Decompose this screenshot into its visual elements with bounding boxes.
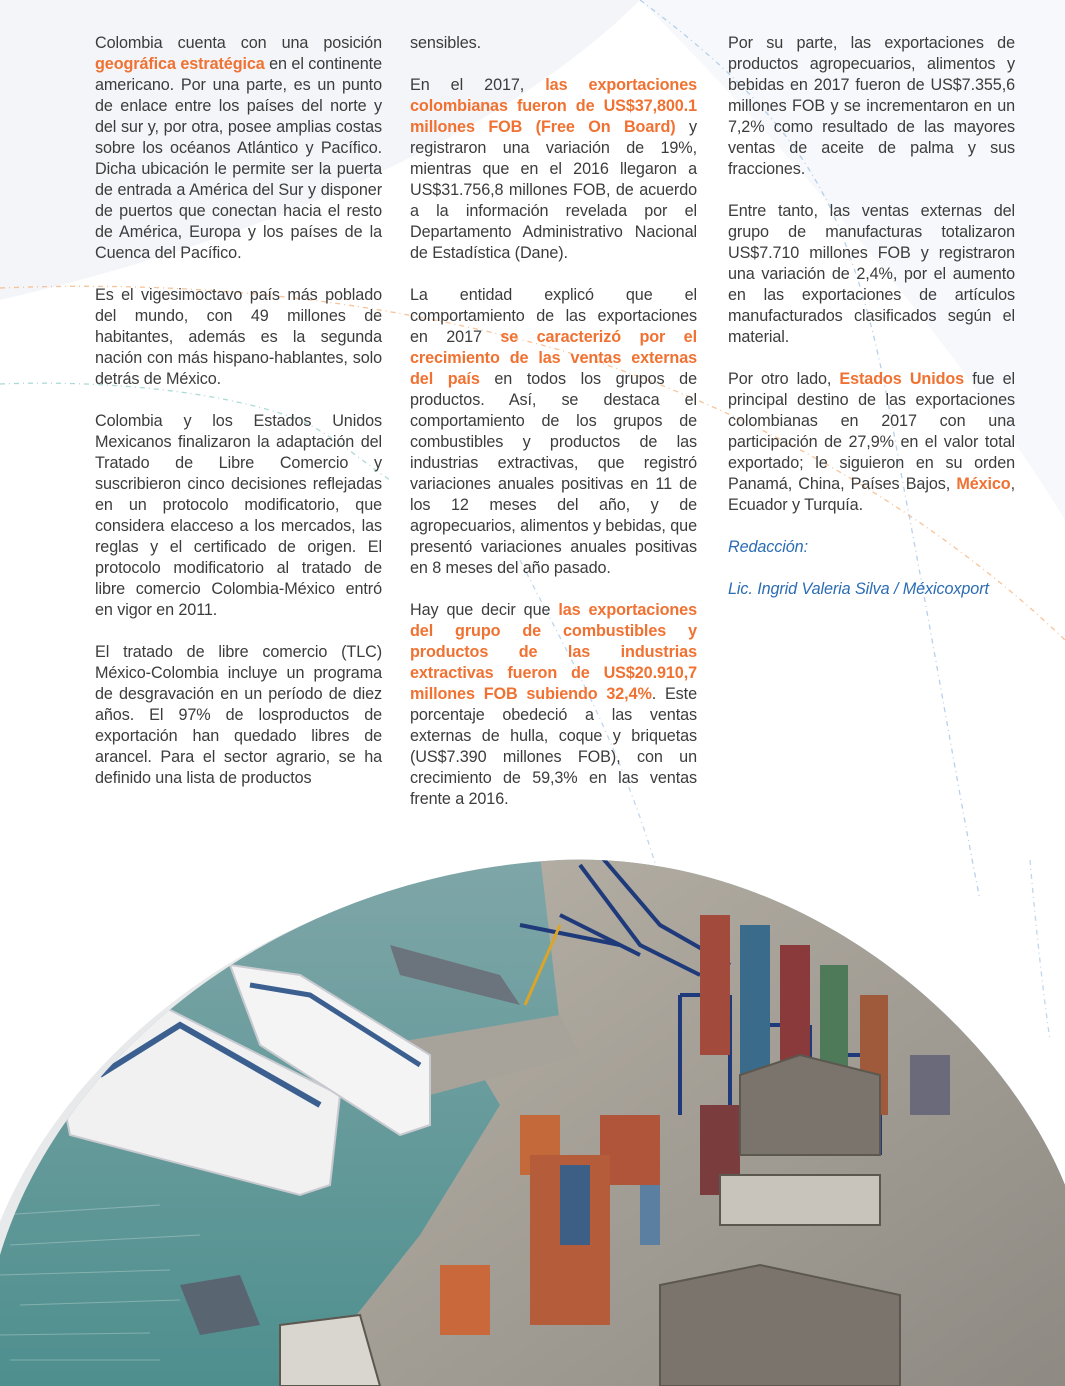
- paragraph: Colombia cuenta con una posición geográfica estratégica en el continente americano. Por una parte, es un punto de enlace entre los países del norte y del sur y, por otra, posee amplias costas sobre los océanos Atlántico y Pacífico. Dicha ubicación le permite ser la puerta de entrada a América del Sur y disponer de puertos que conectan hacia el resto de América, Europa y los países de la Cuenca del Pacífico.: [95, 34, 382, 262]
- highlight-text: las exportaciones colombianas fueron de US$37,800.1 millones FOB (Free On Board): [410, 76, 698, 136]
- text-column-1: [95, 33, 382, 810]
- paragraph: La entidad explicó que el comportamiento de las exportaciones en 2017 se caracterizó por el crecimiento de las ventas externas del país en todos los grupos de productos. Así, se destaca el comportamiento de los grupos de combustibles y productos de las industrias extractivas, que registró variaciones anuales positivas en 11 de los 12 meses del año, y de agropecuarios, alimentos y bebidas, que presentó variaciones anuales positivas en 8 meses del año pasado.: [410, 286, 697, 577]
- paragraph: Colombia y los Estados Unidos Mexicanos finalizaron la adaptación del Tratado de Libre Comercio y suscribieron cinco decisiones reflejadas en un protocolo modificatorio, que considera elacceso a los mercados, las reglas y el certificado de origen. El protocolo modificatorio al tratado de libre comercio Colombia-México entró en vigor en 2011.: [95, 412, 382, 619]
- paragraph: Entre tanto, las ventas externas del grupo de manufacturas totalizaron US$7.710 millones FOB y registraron una variación de 2,4%, por el aumento en las exportaciones de artículos manufacturados clasificados según el material.: [728, 202, 1015, 346]
- text-column-3: [728, 33, 1015, 621]
- highlight-text: geográfica estratégica: [95, 55, 265, 73]
- paragraph: Por otro lado, Estados Unidos fue el principal destino de las exportaciones colombianas en 2017 con una participación de 27,9% en el valor total exportado; le siguieron en su orden Panamá, China, Países Bajos, México, Ecuador y Turquía.: [728, 370, 1015, 514]
- byline: [728, 537, 1015, 600]
- paragraph: Por su parte, las exportaciones de productos agropecuarios, alimentos y bebidas en 2017 fueron de US$7.355,6 millones FOB y se incrementaron en un 7,2% como resultado de las mayores ventas de aceite de palma y sus fracciones.: [728, 34, 1015, 178]
- highlight-text: Estados Unidos: [839, 370, 965, 388]
- paragraph: sensibles.: [410, 34, 481, 52]
- byline-label: Redacción:: [728, 538, 808, 556]
- highlight-text: se caracterizó por el crecimiento de las ventas externas del país: [410, 328, 697, 388]
- port-aerial-photo: [0, 855, 1065, 1386]
- paragraph: El tratado de libre comercio (TLC) México-Colombia incluye un programa de desgravación en un período de diez años. El 97% de losproductos de exportación han quedado libres de arancel. Para el sector agrario, se ha definido una lista de productos: [95, 643, 382, 787]
- text-column-2: [410, 33, 697, 831]
- byline-author: Lic. Ingrid Valeria Silva / Méxicoxport: [728, 580, 989, 598]
- paragraph: Hay que decir que las exportaciones del grupo de combustibles y productos de las industrias extractivas fueron de US$20.910,7 millones FOB subiendo 32,4%. Este porcentaje obedeció a las ventas externas de hulla, coque y briquetas (US$7.390 millones FOB), con un crecimiento de 59,3% en las ventas frente a 2016.: [410, 601, 697, 808]
- highlight-text: las exportaciones del grupo de combustibles y productos de las industrias extractivas fueron de US$20.910,7 millones FOB subiendo 32,4%: [410, 601, 697, 703]
- paragraph: En el 2017, las exportaciones colombianas fueron de US$37,800.1 millones FOB (Free On Board) y registraron una variación de 19%, mientras que en el 2016 llegaron a US$31.756,8 millones FOB, de acuerdo a la información revelada por el Departamento Administrativo Nacional de Estadística (Dane).: [410, 76, 698, 262]
- paragraph: Es el vigesimoctavo país más poblado del mundo, con 49 millones de habitantes, además es la segunda nación con más hispano-hablantes, solo detrás de México.: [95, 286, 382, 388]
- highlight-text: México: [956, 475, 1011, 493]
